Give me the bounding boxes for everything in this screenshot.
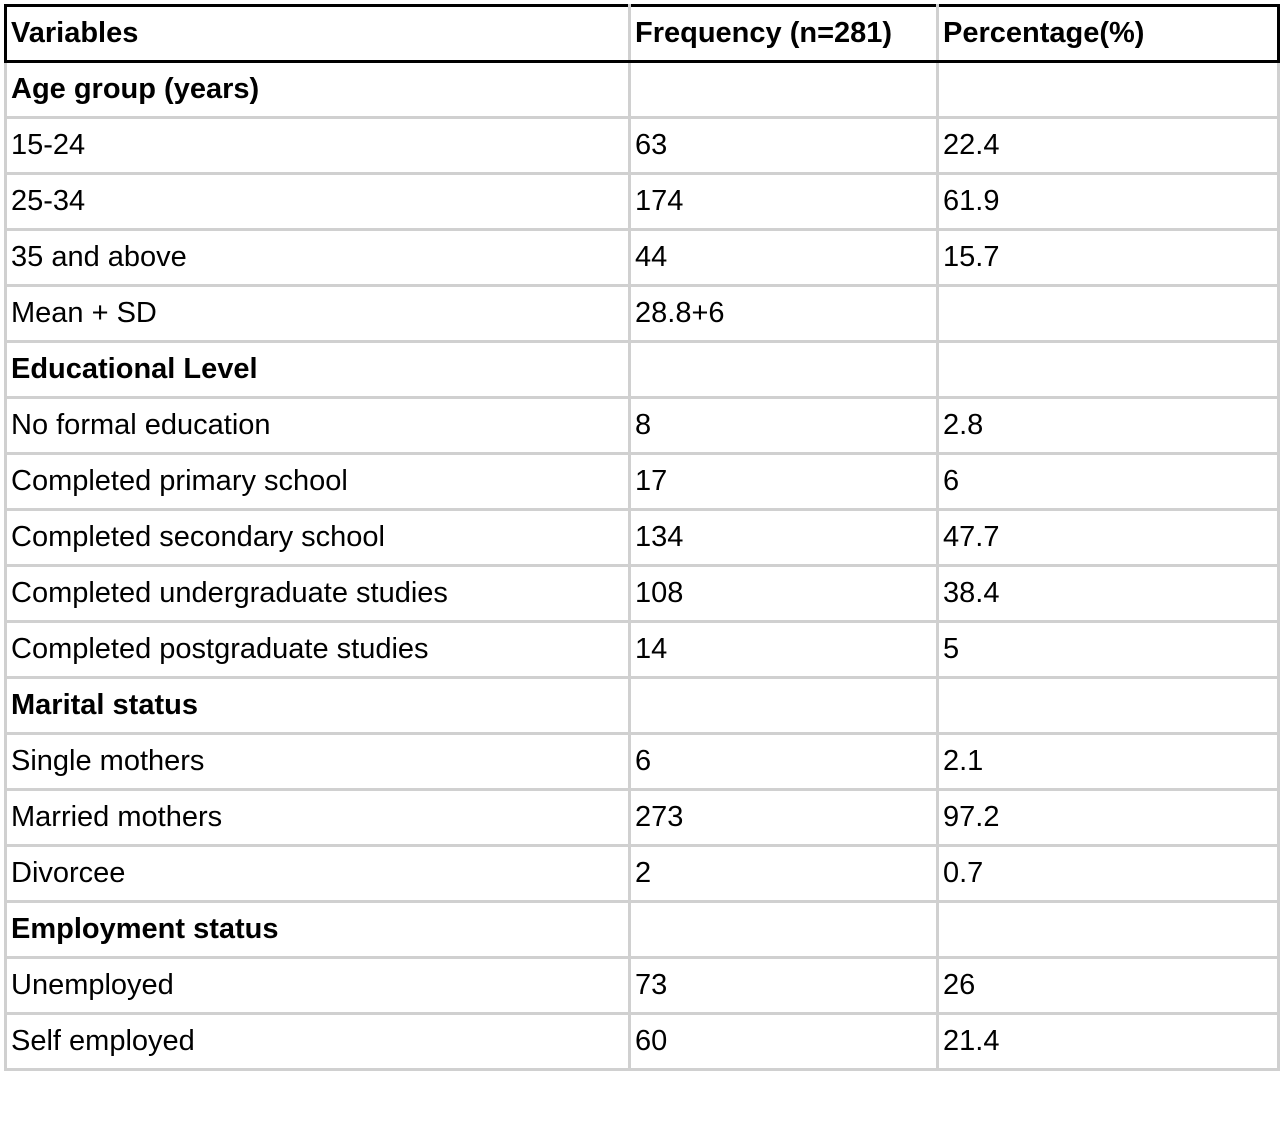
frequency-cell: 14 [630, 622, 938, 678]
table-row [6, 1014, 1279, 1070]
frequency-cell: 73 [630, 958, 938, 1014]
variable-cell: Age group (years) [6, 62, 630, 118]
header-frequency: Frequency (n=281) [630, 6, 938, 62]
percentage-cell: 21.4 [938, 1014, 1279, 1070]
variable-cell: Divorcee [6, 846, 630, 902]
frequency-cell: 60 [630, 1014, 938, 1070]
table-body [6, 62, 1279, 1070]
percentage-cell: 2.8 [938, 398, 1279, 454]
variable-cell: Marital status [6, 678, 630, 734]
percentage-cell [938, 342, 1279, 398]
frequency-cell: 6 [630, 734, 938, 790]
variable-cell: Unemployed [6, 958, 630, 1014]
variable-cell: Married mothers [6, 790, 630, 846]
table-row [6, 398, 1279, 454]
percentage-cell: 47.7 [938, 510, 1279, 566]
variable-cell: Employment status [6, 902, 630, 958]
percentage-cell: 6 [938, 454, 1279, 510]
variable-cell: 25-34 [6, 174, 630, 230]
frequency-cell: 134 [630, 510, 938, 566]
frequency-cell [630, 902, 938, 958]
variable-cell: 15-24 [6, 118, 630, 174]
percentage-cell: 26 [938, 958, 1279, 1014]
frequency-cell: 2 [630, 846, 938, 902]
percentage-cell: 0.7 [938, 846, 1279, 902]
frequency-cell: 273 [630, 790, 938, 846]
table-row [6, 286, 1279, 342]
frequency-cell: 44 [630, 230, 938, 286]
percentage-cell: 5 [938, 622, 1279, 678]
table-row [6, 230, 1279, 286]
percentage-cell: 61.9 [938, 174, 1279, 230]
header-percentage: Percentage(%) [938, 6, 1279, 62]
table-row [6, 734, 1279, 790]
demographics-table [4, 4, 1280, 1071]
percentage-cell [938, 286, 1279, 342]
section-row [6, 678, 1279, 734]
frequency-cell [630, 678, 938, 734]
variable-cell: Educational Level [6, 342, 630, 398]
variable-cell: 35 and above [6, 230, 630, 286]
frequency-cell [630, 342, 938, 398]
variable-cell: No formal education [6, 398, 630, 454]
variable-cell: Completed primary school [6, 454, 630, 510]
variable-cell: Self employed [6, 1014, 630, 1070]
table-row [6, 118, 1279, 174]
frequency-cell: 174 [630, 174, 938, 230]
percentage-cell: 22.4 [938, 118, 1279, 174]
section-row [6, 62, 1279, 118]
table-row [6, 790, 1279, 846]
table-row [6, 846, 1279, 902]
variable-cell: Mean + SD [6, 286, 630, 342]
percentage-cell: 38.4 [938, 566, 1279, 622]
header-row [6, 6, 1279, 62]
variable-cell: Completed secondary school [6, 510, 630, 566]
percentage-cell: 97.2 [938, 790, 1279, 846]
header-variables: Variables [6, 6, 630, 62]
frequency-cell: 108 [630, 566, 938, 622]
section-row [6, 902, 1279, 958]
frequency-cell: 63 [630, 118, 938, 174]
table-row [6, 958, 1279, 1014]
percentage-cell [938, 902, 1279, 958]
variable-cell: Single mothers [6, 734, 630, 790]
table-header [6, 6, 1279, 62]
table-row [6, 622, 1279, 678]
section-row [6, 342, 1279, 398]
variable-cell: Completed postgraduate studies [6, 622, 630, 678]
table-row [6, 510, 1279, 566]
table-row [6, 454, 1279, 510]
percentage-cell: 15.7 [938, 230, 1279, 286]
frequency-cell: 17 [630, 454, 938, 510]
percentage-cell: 2.1 [938, 734, 1279, 790]
frequency-cell: 28.8+6 [630, 286, 938, 342]
variable-cell: Completed undergraduate studies [6, 566, 630, 622]
percentage-cell [938, 62, 1279, 118]
frequency-cell [630, 62, 938, 118]
frequency-cell: 8 [630, 398, 938, 454]
percentage-cell [938, 678, 1279, 734]
table-row [6, 174, 1279, 230]
table-row [6, 566, 1279, 622]
